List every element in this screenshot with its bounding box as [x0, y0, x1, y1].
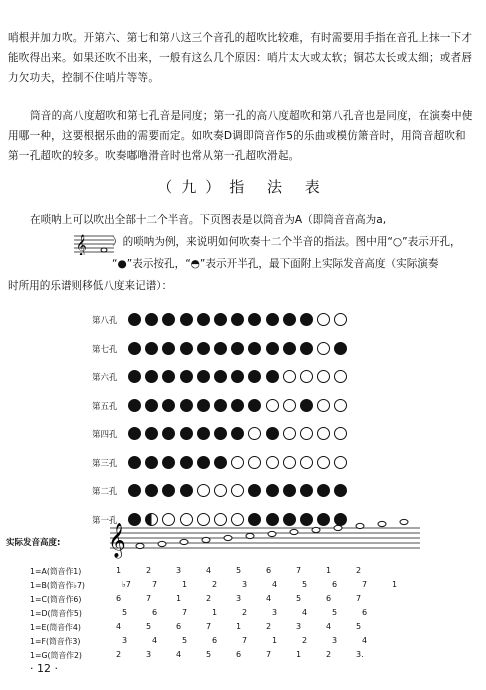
degree-number: 1: [272, 636, 278, 645]
degree-number: 6: [236, 650, 242, 659]
paragraph-2: 筒音的高八度超吹和第七孔音是同度；第一孔的高八度超吹和第八孔音也是同度，在演奏中使用哪一种，这要根据乐曲的需要而定。如吹奏D调即筒音作5的乐曲或模仿箫音时，用筒音超吹和第一孔超吹的较多。吹奏嘟噜滑音时也常从第一孔超吹滑起。: [8, 110, 473, 162]
hole-label: 第三孔: [92, 458, 118, 469]
degree-number: 5: [332, 608, 338, 617]
degree-number: 3: [242, 580, 248, 589]
note-head: [334, 525, 342, 530]
note-head: [180, 539, 188, 544]
degree-number: 1: [296, 650, 302, 659]
degree-number: 1: [212, 608, 218, 617]
degree-number: 3: [296, 622, 302, 631]
hole-label: 第四孔: [92, 430, 118, 440]
paragraph-1: 哨根并加力吹。开第六、第七和第八这三个音孔的超吹比较难，有时需要用手指在音孔上抹一下才能吹得出来。如果还吹不出来，一般有这么几个原因：哨片太大或太软；铜芯太长或太细；或者唇力欠功夫，控制不住哨片等等。: [8, 32, 473, 84]
page-number: · 12 ·: [30, 662, 58, 675]
note-head: [378, 521, 386, 526]
degree-number: 3: [332, 636, 338, 645]
degree-number: 5: [206, 650, 212, 659]
degree-number: 7: [182, 608, 188, 617]
degree-number: 5: [146, 622, 152, 631]
degree-number: 1: [176, 594, 182, 603]
note-head: [290, 529, 298, 534]
treble-clef-icon: 𝄞: [108, 523, 126, 558]
degree-number: 7: [266, 650, 272, 659]
hole-label: 第二孔: [92, 487, 118, 497]
degree-number: 6: [266, 566, 272, 575]
degree-number: 2: [302, 636, 308, 645]
section-title: （九）指 法 表: [157, 178, 329, 196]
degree-number: 5: [182, 636, 188, 645]
degree-number: 5: [356, 622, 362, 631]
hole-label: 第八孔: [92, 316, 118, 326]
degree-number: 5: [302, 580, 308, 589]
degree-number: 2: [266, 622, 272, 631]
note-head: [158, 541, 166, 546]
degree-number: 7: [242, 636, 248, 645]
degree-number: 4: [302, 608, 308, 617]
staff-label: 实际发音高度:: [6, 538, 61, 548]
degree-number: 2: [242, 608, 248, 617]
degree-number: 4: [266, 594, 272, 603]
degree-number: 3: [122, 636, 128, 645]
key-label: 1=F(筒音作3): [30, 637, 81, 646]
degree-number: 5: [236, 566, 242, 575]
note-head: [268, 531, 276, 536]
key-label: 1=D(筒音作5): [30, 609, 82, 618]
degree-number: 6: [116, 594, 122, 603]
degree-number: 6: [212, 636, 218, 645]
degree-number: 6: [326, 594, 332, 603]
degree-number: 2: [116, 650, 122, 659]
key-label: 1=C(筒音作6): [30, 595, 82, 604]
degree-number: 7: [146, 594, 152, 603]
degree-number: 3: [236, 594, 242, 603]
degree-number: 6: [176, 622, 182, 631]
note-head: [312, 527, 320, 532]
degree-number: 7: [356, 594, 362, 603]
degree-number: 7: [362, 580, 368, 589]
degree-number: 7: [152, 580, 158, 589]
hole-label: 第五孔: [92, 401, 118, 412]
degree-number: 4: [272, 580, 278, 589]
degree-number: 2: [326, 650, 332, 659]
degree-number: 1: [326, 566, 332, 575]
degree-number: 4: [206, 566, 212, 575]
note-head: [356, 523, 364, 528]
key-label: 1=E(筒音作4): [30, 623, 81, 632]
degree-number: 4: [176, 650, 182, 659]
degree-number: 6: [362, 608, 368, 617]
note-head: [224, 535, 232, 540]
degree-number: 4: [116, 622, 122, 631]
note-head: [136, 543, 144, 548]
degree-number: 7: [206, 622, 212, 631]
intro-line-2: ）的唢呐为例，来说明如何吹奏十二个半音的指法。图中用“○”表示开孔，: [112, 236, 461, 248]
svg-text:𝄞: 𝄞: [76, 235, 87, 255]
intro-line-4: 时所用的乐谱则移低八度来记谱）：: [8, 280, 173, 292]
degree-number: 6: [332, 580, 338, 589]
degree-number: 1: [392, 580, 398, 589]
degree-number: 4: [326, 622, 332, 631]
degree-number: 2: [146, 566, 152, 575]
degree-number: 5: [296, 594, 302, 603]
degree-number: 3.: [356, 650, 364, 659]
key-label: 1=G(筒音作2): [30, 651, 82, 660]
degree-number: 2: [356, 566, 362, 575]
note-head: [400, 519, 408, 524]
hole-label: 第一孔: [92, 515, 118, 526]
degree-number: 7: [296, 566, 302, 575]
staff-notes: [136, 519, 408, 548]
key-label: 1=A(筒音作1): [30, 567, 82, 576]
degree-number: 3: [176, 566, 182, 575]
intro-line-3: “●”表示按孔，“◓”表示开半孔，最下面附上实际发音高度（实际演奏: [112, 258, 439, 270]
degree-number: 1: [236, 622, 242, 631]
intro-line-1: 在唢呐上可以吹出全部十二个半音。下页图表是以筒音为A（即筒音音高为a,: [30, 214, 387, 226]
note-head: [246, 533, 254, 538]
degree-number: ♭7: [122, 580, 131, 589]
degree-number: 3: [146, 650, 152, 659]
note-head: [202, 537, 210, 542]
degree-number: 6: [152, 608, 158, 617]
degree-number: 4: [362, 636, 368, 645]
hole-label: 第七孔: [92, 344, 118, 355]
degree-number: 1: [182, 580, 188, 589]
hole-label: 第六孔: [92, 373, 118, 383]
degree-number: 1: [116, 566, 122, 575]
key-label: 1=B(筒音作♭7): [30, 581, 85, 590]
degree-number: 2: [206, 594, 212, 603]
degree-number: 2: [212, 580, 218, 589]
degree-number: 3: [272, 608, 278, 617]
degree-number: 4: [152, 636, 158, 645]
degree-number: 5: [122, 608, 128, 617]
